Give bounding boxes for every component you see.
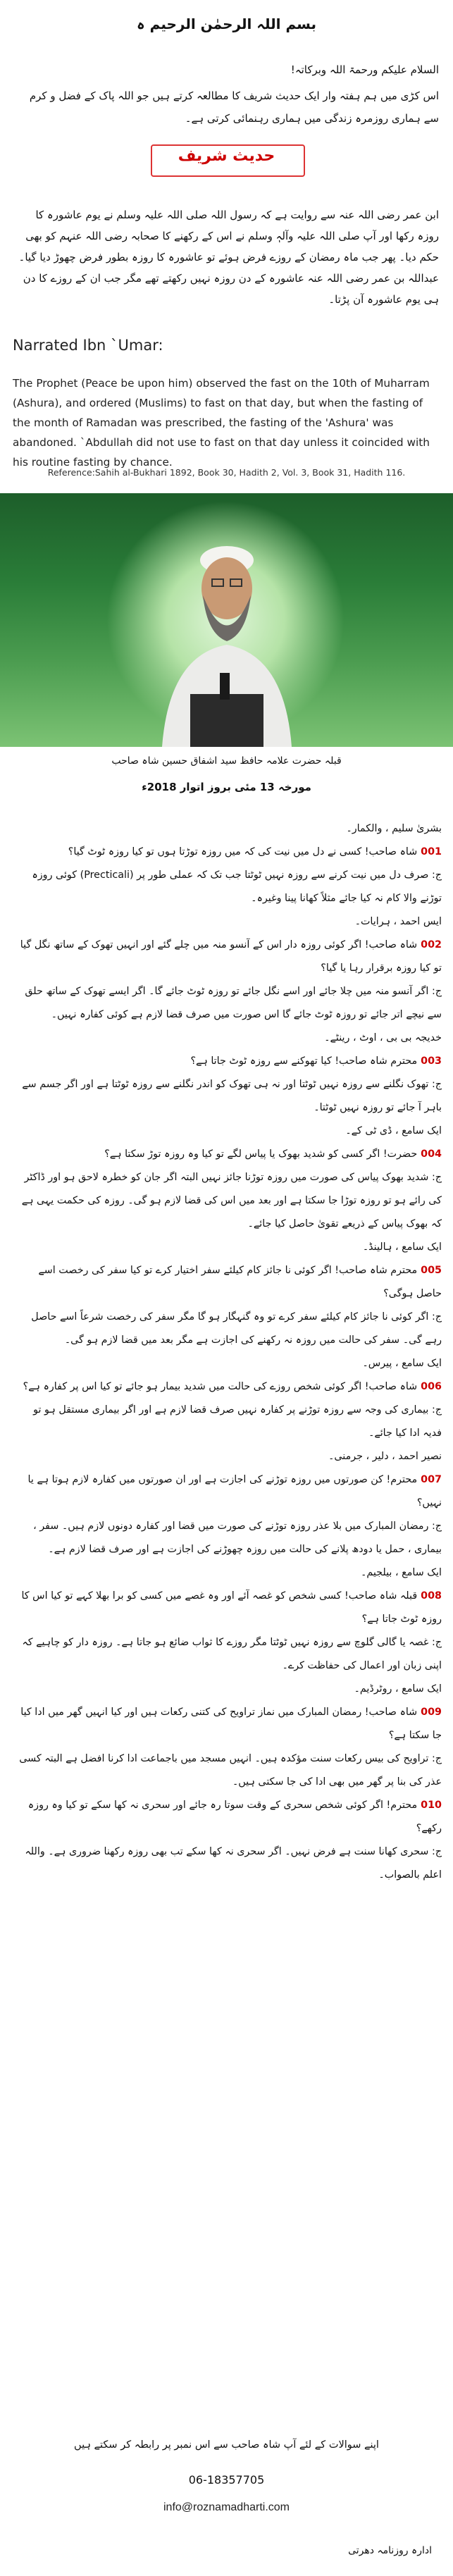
- qa-text: ایک سامع ، ہالینڈ۔: [362, 1241, 442, 1253]
- qa-text: ج: شدید بھوک پیاس کی صورت میں روزہ توڑنا جائز نہیں البتہ اگر جان کو خطرہ لاحق ہو اور ڈاکٹر کی رائے ہو تو روزہ توڑا جا سکتا ہے اور بعد میں اس کی قضا لازم ہو گی۔ روزہ کی حکمت یہی ہے کہ بھوک پیاس کے ذریعے تقویٰ حاصل کیا جائے۔: [21, 1172, 442, 1230]
- contact-phone: 06-18357705: [188, 2473, 265, 2487]
- qa-item: [12, 1585, 442, 1631]
- qa-text: محترم! کن صورتوں میں روزہ توڑنے کی اجازت ہے اور ان صورتوں میں کفارہ لازم ہوتا ہے یا نہیں؟: [27, 1474, 442, 1509]
- english-narrator: Narrated Ibn `Umar:: [13, 337, 163, 354]
- qa-text: بشریٰ سلیم ، والکمار۔: [346, 823, 442, 834]
- qa-item: [12, 1352, 442, 1375]
- qa-text: ج: رمضان المبارک میں بلا عذر روزہ توڑنے کی صورت میں قضا اور کفارہ دونوں لازم ہیں۔ سفر ، بیماری ، حمل یا دودھ پلانے کی حالت میں روزہ چھوڑنے کی اجازت ہے اور صرف قضا لازم ہے۔: [33, 1521, 442, 1555]
- qa-text: ایک سامع ، پیرس۔: [362, 1358, 442, 1369]
- qa-text: ج: اگر آنسو منہ میں چلا جائے اور اسے نگل جائے تو روزہ ٹوٹ جائے گا۔ اگر ایسے تھوک کے ساتھ حلق سے نیچے اتر جائے تو روزہ ٹوٹ جائے گا اس صورت میں صرف قضا لازم ہے کوئی کفارہ نہیں۔: [25, 986, 442, 1020]
- qa-text: ج: بیماری کی وجہ سے روزہ توڑنے پر کفارہ نہیں صرف قضا لازم ہے اور اگر بیماری مستقل ہو تو فدیہ ادا کیا جائے۔: [33, 1404, 442, 1439]
- qa-item: [12, 1840, 442, 1887]
- question-number: 008: [417, 1590, 442, 1602]
- qa-section: [12, 817, 442, 1887]
- qa-item: [12, 1143, 442, 1166]
- qa-item: [12, 1631, 442, 1678]
- qa-item: [12, 1794, 442, 1840]
- qa-text: ج: سحری کھانا سنت ہے فرض نہیں۔ اگر سحری نہ کھا سکے تب بھی روزہ رکھنا ضروری ہے۔ واللہ اعلم بالصواب۔: [25, 1846, 442, 1881]
- qa-item: [12, 1050, 442, 1073]
- qa-item: [12, 934, 442, 980]
- qa-text: ایک سامع ، ڈی ٹی کے۔: [345, 1125, 442, 1137]
- qa-item: [12, 1120, 442, 1143]
- question-number: 005: [417, 1265, 442, 1276]
- qa-text: محترم! اگر کوئی شخص سحری کے وقت سوتا رہ جائے اور سحری نہ کھا سکے تو کیا وہ روزہ رکھے؟: [27, 1800, 442, 1834]
- qa-text: ایس احمد ، ہرایات۔: [354, 916, 442, 927]
- urdu-hadith-text: ابن عمر رضی اللہ عنہ سے روایت ہے کہ رسول اللہ صلی اللہ علیہ وسلم نے یوم عاشورہ کا روزہ رکھا اور آپ صلی اللہ علیہ وآلہٖ وسلم نے اس کے رکھنے کا صحابہ رضی اللہ عنہم کو بھی حکم دیا۔ پھر جب ماہ رمضان کے روزے فرض ہوئے تو عاشورہ کا روزہ بطور فرض چھوڑ دیا گیا۔ عبداللہ بن عمر رضی اللہ عنہ عاشورہ کے دن روزہ نہیں رکھتے تھے مگر جب ان کے روزے کا دن ہی یوم عاشورہ آن پڑتا۔: [18, 209, 439, 306]
- qa-text: ج: غصہ یا گالی گلوچ سے روزہ نہیں ٹوٹتا مگر روزے کا ثواب ضائع ہو جاتا ہے۔ روزہ دار کو چاہیے کہ اپنی زبان اور اعمال کی حفاظت کرے۔: [22, 1637, 442, 1671]
- qa-text: محترم شاہ صاحب! اگر کوئی نا جائز کام کیلئے سفر اختیار کرے تو کیا سفر کی رخصت اسے حاصل ہوگی؟: [38, 1265, 442, 1299]
- hadith-reference: Reference:Sahih al-Bukhari 1892, Book 30, Hadith 2, Vol. 3, Book 31, Hadith 116.: [47, 467, 406, 478]
- qa-item: [12, 1468, 442, 1515]
- scholar-photo: [0, 493, 453, 747]
- qa-item: [12, 1259, 442, 1306]
- qa-item: [12, 841, 442, 864]
- qa-text: حضرت! اگر کسی کو شدید بھوک یا پیاس لگے تو کیا وہ روزہ توڑ سکتا ہے؟: [104, 1148, 418, 1160]
- qa-text: نصیر احمد ، دلیر ، جرمنی۔: [328, 1451, 442, 1462]
- qa-text: ج: تھوک نگلنے سے روزہ نہیں ٹوٹتا اور نہ ہی تھوک کو اندر نگلنے سے روزہ ٹوٹتا ہے اور اگر جسم سے باہر آ جائے تو روزہ نہیں ٹوٹتا۔: [22, 1079, 442, 1113]
- qa-item: [12, 1515, 442, 1561]
- qa-item: [12, 910, 442, 934]
- qa-text: شاہ صاحب! رمضان المبارک میں نماز تراویح کی کتنی رکعات ہیں اور کیا انہیں گھر میں ادا کیا جا سکتا ہے؟: [20, 1707, 442, 1741]
- qa-text: شاہ صاحب! کسی نے دل میں نیت کی کہ میں روزہ توڑتا ہوں تو کیا روزہ ٹوٹ گیا؟: [68, 846, 418, 857]
- qa-item: [12, 1678, 442, 1701]
- qa-item: [12, 1399, 442, 1445]
- question-number: 007: [417, 1474, 442, 1485]
- bismillah-heading: بسم اللہ الرحمٰن الرحیم ہ: [136, 16, 317, 32]
- qa-item: [12, 1561, 442, 1585]
- question-number: 006: [417, 1381, 442, 1392]
- question-number: 002: [417, 939, 442, 950]
- section-title: حدیث شریف: [178, 147, 275, 165]
- footer-credit: ادارہ روزنامہ دھرتی: [348, 2545, 432, 2556]
- qa-item: [12, 1166, 442, 1236]
- qa-item: [12, 1027, 442, 1050]
- qa-text: ج: اگر کوئی نا جائز کام کیلئے سفر کرے تو وہ گنہگار ہو گا مگر سفر کی رخصت شرعاً اسے حاصل رہے گی۔ سفر کی حالت میں روزہ نہ رکھنے کی اجازت ہے مگر بعد میں قضا لازم ہو گی۔: [31, 1311, 442, 1346]
- qa-item: [12, 1747, 442, 1794]
- english-hadith-text: The Prophet (Peace be upon him) observed the fast on the 10th of Muharram (Ashura), and ordered (Muslims) to fast on that day, but when the fasting of the month of Ramadan was prescribed, the fasting of the 'Ashura' was abandoned. `Abdullah did not use to fast on that day unless it coincided with his routine fasting by chance.: [13, 377, 430, 469]
- qa-text: قبلہ شاہ صاحب! کسی شخص کو غصہ آئے اور وہ غصے میں کسی کو برا بھلا کہے تو کیا اس کا روزہ ٹوٹ جاتا ہے؟: [21, 1590, 442, 1625]
- qa-item: [12, 817, 442, 841]
- question-number: 004: [417, 1148, 442, 1160]
- question-number: 010: [417, 1800, 442, 1811]
- question-number: 009: [417, 1707, 442, 1718]
- qa-text: ج: تراویح کی بیس رکعات سنت مؤکدہ ہیں۔ انہیں مسجد میں باجماعت ادا کرنا افضل ہے البتہ کسی عذر کی بنا پر گھر میں بھی ادا کی جا سکتی ہیں۔: [19, 1753, 442, 1788]
- qa-text: خدیجہ بی بی ، اوٹ ، رینٹے۔: [324, 1032, 442, 1044]
- question-number: 003: [417, 1055, 442, 1067]
- greeting-text: السلام علیکم ورحمۃ اللہ وبرکاتہ!: [290, 63, 439, 76]
- question-number: 001: [417, 846, 442, 857]
- qa-text: ایک سامع ، بیلجیم۔: [360, 1567, 442, 1578]
- photo-date: مورخہ 13 مئی بروز اتوار 2018ء: [142, 781, 311, 793]
- qa-item: [12, 1236, 442, 1259]
- qa-text: شاہ صاحب! اگر کوئی شخص روزے کی حالت میں شدید بیمار ہو جائے تو کیا اس پر کفارہ ہے؟: [23, 1381, 418, 1392]
- qa-item: [12, 1445, 442, 1468]
- qa-item: [12, 1375, 442, 1399]
- qa-text: ایک سامع ، روٹرڈیم۔: [354, 1683, 442, 1695]
- qa-text: شاہ صاحب! اگر کوئی روزہ دار اس کے آنسو منہ میں چلے گئے اور انہیں تھوک کے ساتھ نگل گیا تو کیا روزہ برقرار رہا یا گیا؟: [20, 939, 442, 974]
- qa-text: محترم شاہ صاحب! کیا تھوکنے سے روزہ ٹوٹ جاتا ہے؟: [190, 1055, 418, 1067]
- intro-paragraph: اس کڑی میں ہم ہفتہ وار ایک حدیث شریف کا مطالعہ کرتے ہیں جو اللہ پاک کے فضل و کرم سے ہماری روزمرہ زندگی میں ہماری رہنمائی کرتی ہے۔: [29, 89, 439, 125]
- contact-email[interactable]: info@roznamadharti.com: [163, 2501, 290, 2513]
- qa-text: ج: صرف دل میں نیت کرنے سے روزہ نہیں ٹوٹتا جب تک کہ عملی طور پر (Precticali) کوئی روزہ توڑنے والا کام نہ کیا جائے مثلاً کھانا پینا وغیرہ۔: [32, 869, 442, 904]
- qa-item: [12, 980, 442, 1027]
- qa-item: [12, 1073, 442, 1120]
- qa-item: [12, 1306, 442, 1352]
- qa-item: [12, 1701, 442, 1747]
- scholar-portrait-icon: [0, 493, 453, 747]
- contact-line: اپنے سوالات کے لئے آپ شاہ صاحب سے اس نمبر پر رابطہ کر سکتے ہیں: [74, 2439, 379, 2451]
- qa-item: [12, 864, 442, 910]
- photo-caption: قبلہ حضرت علامہ حافظ سید اشفاق حسین شاہ صاحب: [111, 755, 342, 767]
